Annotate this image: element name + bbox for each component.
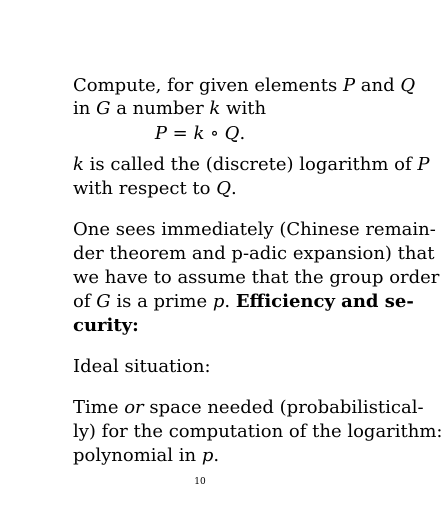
bold-heading-continuation: curity: [73,315,139,336]
text-span: . [224,291,236,312]
text-span: . [230,178,237,199]
text-span: and [355,75,401,96]
bold-heading: Efficiency and se- [235,291,414,312]
text-span: is a prime [110,291,213,312]
math-variable: P [154,123,167,144]
math-variable: p [212,291,225,312]
composition-operator: ∘ [204,123,225,144]
paragraph-3-line-1: One sees immediately (Chinese remain- [73,219,436,240]
text-span: . [239,123,246,144]
paragraph-1-line-2 [73,97,266,121]
equation-display [0,122,400,146]
text-span: in [73,98,97,119]
math-variable: p [201,445,214,466]
text-span: a number [110,98,210,119]
page-number: 10 [194,477,206,487]
paragraph-5-line-3 [73,444,219,468]
text-span: space needed (probabilistical- [143,397,424,418]
text-span: polynomial in [73,445,202,466]
text-span: Compute, for given elements [73,75,343,96]
text-span: with respect to [73,178,217,199]
math-variable: G [96,98,111,119]
paragraph-3-line-3: we have to assume that the group order [73,267,440,288]
text-span: is called the (discrete) logarithm of [83,154,418,175]
math-variable: k [209,98,221,119]
paragraph-5-line-1 [73,396,424,420]
math-variable: k [73,154,84,175]
paragraph-2-line-1 [73,153,429,177]
math-variable: Q [216,178,231,199]
equals-sign: = [166,123,194,144]
paragraph-2-line-2 [73,177,237,201]
paragraph-5-line-2: ly) for the computation of the logarithm: [73,421,443,442]
math-variable: G [96,291,111,312]
math-variable: P [342,75,356,96]
text-span: with [220,98,267,119]
math-variable: Q [400,75,416,96]
text-span: . [213,445,220,466]
text-span: Time [73,397,125,418]
paragraph-4-line-1: Ideal situation: [73,356,211,377]
paragraph-3-line-4 [73,290,414,314]
text-span: of [73,291,97,312]
paragraph-1-line-1 [73,74,415,98]
math-variable: Q [224,123,240,144]
math-variable: k [193,123,205,144]
paragraph-3-line-2: der theorem and p-adic expansion) that [73,243,435,264]
emphasis-text: or [124,397,144,418]
math-variable: P [417,154,430,175]
